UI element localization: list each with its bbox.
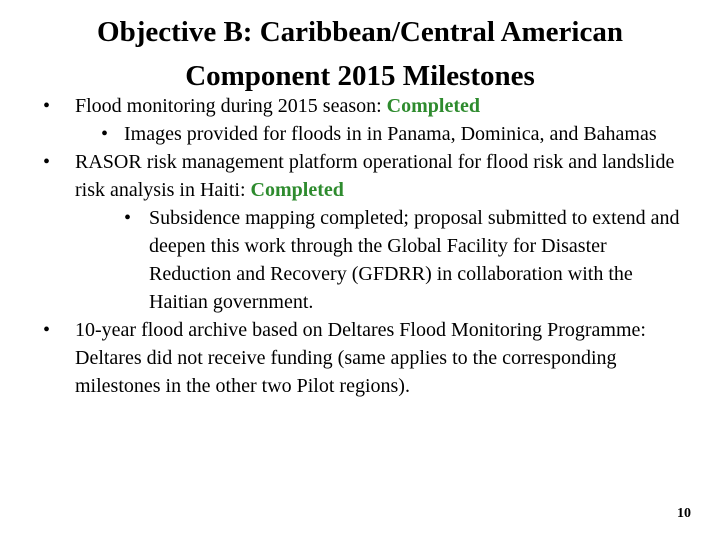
- slide-title: [20, 10, 700, 98]
- bullet-rasor-platform: [0, 148, 685, 204]
- page-number: 10: [677, 506, 691, 521]
- slide-title-line-2: Component 2015 Milestones: [185, 60, 535, 92]
- status-completed: Completed: [250, 179, 344, 201]
- bullet-icon: •: [43, 95, 51, 117]
- bullet-text: Subsidence mapping completed; proposal submitted to extend and deepen this work through the Global Facility for Disaster Reduction and Recovery (GFDRR) in collaboration with the Haitian government.: [149, 207, 680, 313]
- bullet-icon: •: [43, 151, 51, 173]
- bullet-text: RASOR risk management platform operational for flood risk and landslide risk analysis in Haiti:: [75, 151, 675, 201]
- bullet-icon: •: [43, 319, 51, 341]
- bullet-flood-monitoring: [0, 92, 685, 120]
- bullet-text: Flood monitoring during 2015 season:: [75, 95, 387, 117]
- slide-body: [0, 92, 720, 400]
- bullet-flood-archive: [0, 316, 685, 400]
- status-completed: Completed: [386, 95, 480, 117]
- sub-bullet-subsidence: [0, 204, 684, 316]
- slide-title-line-1: Objective B: Caribbean/Central American: [97, 16, 623, 48]
- bullet-icon: •: [124, 207, 132, 229]
- sub-bullet-images: [0, 120, 684, 148]
- bullet-text: 10-year flood archive based on Deltares Flood Monitoring Programme: Deltares did not receive funding (same applies to the corresponding milestones in the other two Pilot regions).: [75, 319, 646, 397]
- bullet-text: Images provided for floods in in Panama, Dominica, and Bahamas: [124, 123, 657, 145]
- bullet-icon: •: [101, 123, 109, 145]
